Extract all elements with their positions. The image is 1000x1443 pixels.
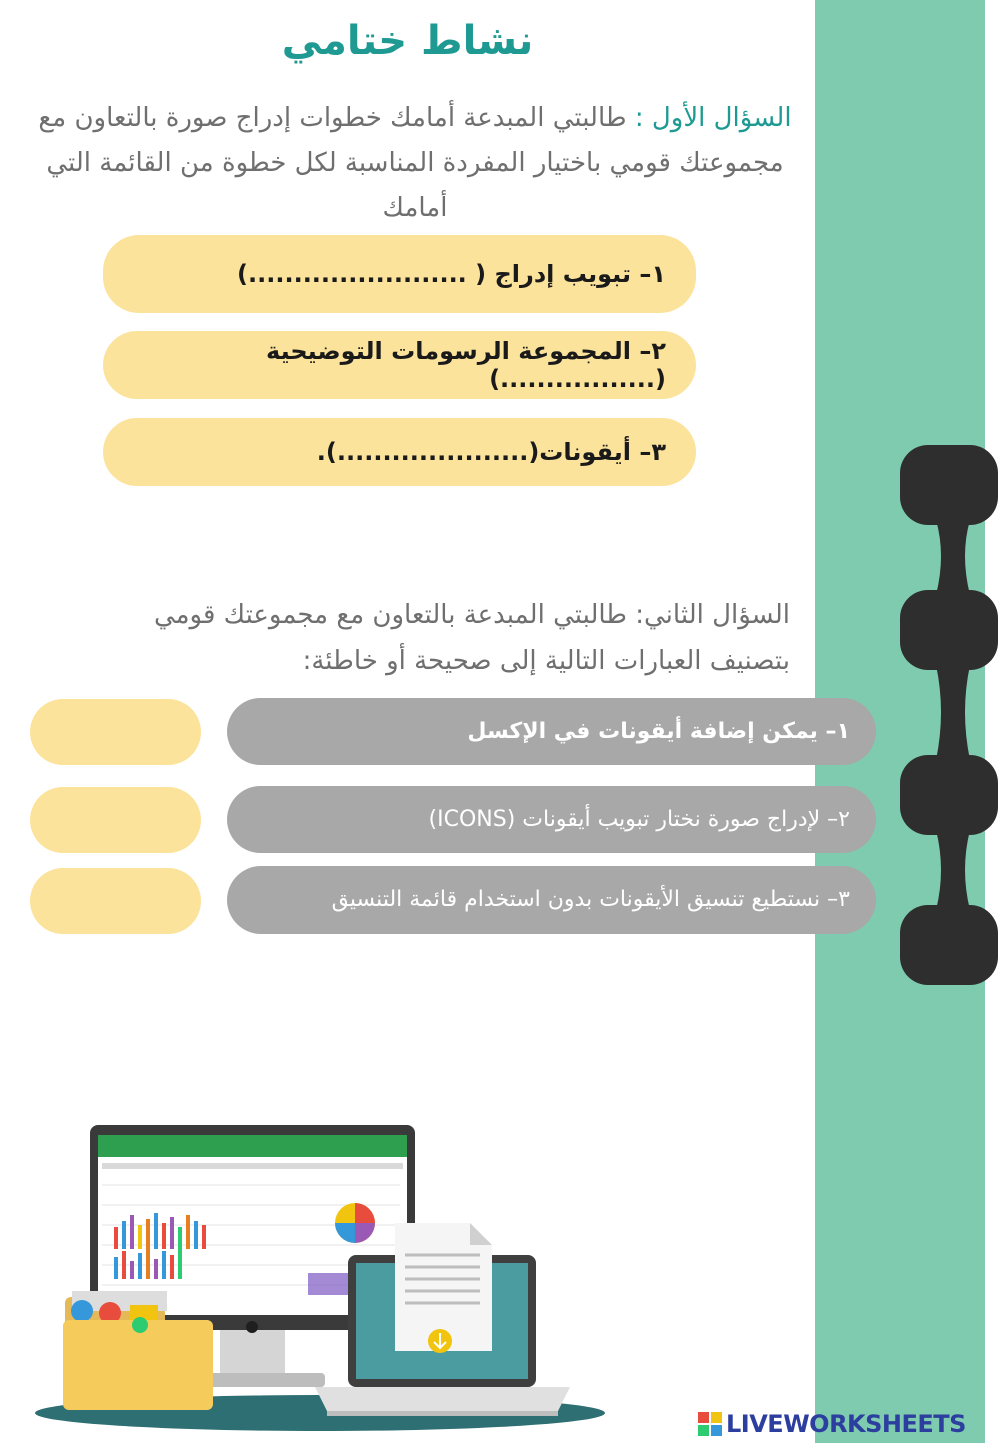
question-1-text bbox=[15, 96, 815, 231]
statement-1-text: ١– يمكن إضافة أيقونات في الإكسل bbox=[467, 719, 850, 744]
question-1-label: السؤال الأول : bbox=[634, 103, 792, 133]
statement-3 bbox=[227, 866, 876, 934]
statement-2 bbox=[227, 786, 876, 853]
brand-name: LIVEWORKSHEETS bbox=[726, 1410, 966, 1438]
statement-3-text: ٣– نستطيع تنسيق الأيقونات بدون استخدام قائمة التنسيق bbox=[331, 887, 850, 912]
page-title: نشاط ختامي bbox=[281, 18, 534, 64]
step-2-label: ٢– المجموعة الرسومات التوضيحية (.................) bbox=[266, 337, 666, 393]
step-3-field[interactable] bbox=[103, 418, 696, 486]
computer-illustration bbox=[30, 1115, 610, 1435]
step-3-label: ٣– أيقونات(.....................). bbox=[316, 438, 666, 466]
step-1-label: ١– تبويب إدراج ( ........................) bbox=[237, 260, 666, 288]
step-1-field[interactable] bbox=[103, 235, 696, 313]
step-2-field[interactable] bbox=[103, 331, 696, 399]
question-1-body: طالبتي المبدعة أمامك خطوات إدراج صورة بالتعاون مع مجموعتك قومي باختيار المفردة المناسبة لكل خطوة من القائمة التي أمامك bbox=[38, 103, 784, 223]
statement-2-text: ٢– لإدراج صورة نختار تبويب أيقونات (ICONS) bbox=[428, 807, 850, 832]
answer-box-3[interactable] bbox=[30, 868, 201, 934]
statement-1 bbox=[227, 698, 876, 765]
answer-box-2[interactable] bbox=[30, 787, 201, 853]
liveworksheets-logo-icon bbox=[698, 1412, 722, 1436]
brand-footer bbox=[698, 1409, 966, 1439]
binder-rings bbox=[898, 440, 1000, 990]
answer-box-1[interactable] bbox=[30, 699, 201, 765]
question-2-text: السؤال الثاني: طالبتي المبدعة بالتعاون مع مجموعتك قومي بتصنيف العبارات التالية إلى صحيحة أو خاطئة: bbox=[153, 600, 790, 676]
